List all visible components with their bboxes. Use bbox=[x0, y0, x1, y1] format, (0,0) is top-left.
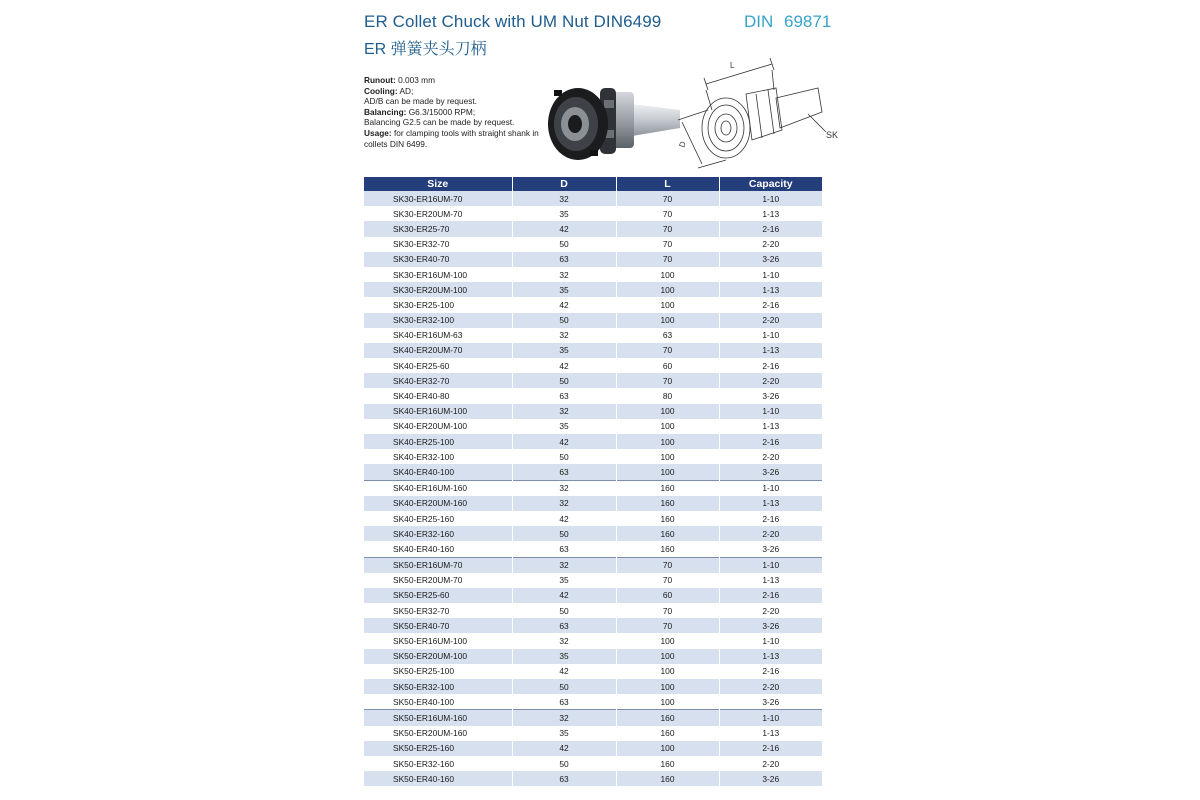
table-row bbox=[364, 526, 822, 541]
table-row bbox=[364, 343, 822, 358]
cell-diameter: 63 bbox=[512, 252, 616, 267]
cell-capacity: 3-26 bbox=[719, 618, 822, 633]
cell-length: 100 bbox=[616, 267, 719, 282]
cell-diameter: 32 bbox=[512, 404, 616, 419]
usage-label: Usage: bbox=[364, 127, 392, 138]
table-row bbox=[364, 328, 822, 343]
cell-capacity: 1-10 bbox=[719, 328, 822, 343]
cell-diameter: 42 bbox=[512, 741, 616, 756]
table-row bbox=[364, 573, 822, 588]
cell-capacity: 2-20 bbox=[719, 756, 822, 771]
table-row bbox=[364, 588, 822, 603]
table-row bbox=[364, 419, 822, 434]
cell-diameter: 50 bbox=[512, 313, 616, 328]
cell-size: SK40-ER16UM-160 bbox=[364, 480, 512, 496]
cell-length: 100 bbox=[616, 741, 719, 756]
table-row bbox=[364, 191, 822, 206]
table-row bbox=[364, 297, 822, 312]
table-row bbox=[364, 618, 822, 633]
cell-capacity: 2-16 bbox=[719, 434, 822, 449]
cell-diameter: 50 bbox=[512, 449, 616, 464]
cell-capacity: 3-26 bbox=[719, 541, 822, 557]
cell-length: 70 bbox=[616, 603, 719, 618]
column-header-capacity: Capacity bbox=[719, 177, 822, 191]
cell-size: SK40-ER20UM-160 bbox=[364, 496, 512, 511]
cell-capacity: 2-16 bbox=[719, 741, 822, 756]
cooling-line bbox=[364, 86, 564, 97]
cell-length: 100 bbox=[616, 449, 719, 464]
table-row bbox=[364, 313, 822, 328]
cell-length: 70 bbox=[616, 573, 719, 588]
cell-capacity: 1-13 bbox=[719, 496, 822, 511]
cell-capacity: 1-10 bbox=[719, 404, 822, 419]
cell-diameter: 63 bbox=[512, 388, 616, 403]
column-header-l: L bbox=[616, 177, 719, 191]
cell-diameter: 50 bbox=[512, 679, 616, 694]
table-row bbox=[364, 541, 822, 557]
cell-diameter: 42 bbox=[512, 221, 616, 236]
cell-size: SK40-ER40-160 bbox=[364, 541, 512, 557]
cell-size: SK50-ER20UM-160 bbox=[364, 726, 512, 741]
product-title: ER Collet Chuck with UM Nut DIN6499 bbox=[364, 12, 662, 31]
technical-drawing bbox=[668, 54, 844, 180]
cell-capacity: 3-26 bbox=[719, 464, 822, 480]
cell-capacity: 1-10 bbox=[719, 191, 822, 206]
cell-capacity: 1-10 bbox=[719, 557, 822, 573]
cell-diameter: 32 bbox=[512, 710, 616, 726]
cell-length: 100 bbox=[616, 633, 719, 648]
cell-length: 100 bbox=[616, 419, 719, 434]
cell-size: SK40-ER32-70 bbox=[364, 373, 512, 388]
table-row bbox=[364, 726, 822, 741]
table-row bbox=[364, 404, 822, 419]
balancing-note: Balancing G2.5 can be made by request. bbox=[364, 117, 515, 128]
cell-size: SK30-ER16UM-70 bbox=[364, 191, 512, 206]
cell-capacity: 3-26 bbox=[719, 771, 822, 786]
cell-capacity: 1-13 bbox=[719, 419, 822, 434]
cell-size: SK50-ER25-160 bbox=[364, 741, 512, 756]
cell-size: SK50-ER32-70 bbox=[364, 603, 512, 618]
cell-capacity: 2-20 bbox=[719, 679, 822, 694]
cell-capacity: 2-16 bbox=[719, 511, 822, 526]
cell-diameter: 35 bbox=[512, 649, 616, 664]
cell-size: SK40-ER25-100 bbox=[364, 434, 512, 449]
table-header-row bbox=[364, 177, 822, 191]
table-row bbox=[364, 388, 822, 403]
cell-length: 160 bbox=[616, 710, 719, 726]
cell-diameter: 50 bbox=[512, 526, 616, 541]
cell-diameter: 35 bbox=[512, 419, 616, 434]
cell-size: SK50-ER40-160 bbox=[364, 771, 512, 786]
cell-length: 100 bbox=[616, 664, 719, 679]
cell-diameter: 35 bbox=[512, 206, 616, 221]
cell-length: 100 bbox=[616, 694, 719, 710]
sk-callout: SK bbox=[826, 130, 839, 140]
runout-line bbox=[364, 75, 564, 86]
cell-length: 100 bbox=[616, 679, 719, 694]
cell-length: 100 bbox=[616, 404, 719, 419]
cell-size: SK50-ER25-60 bbox=[364, 588, 512, 603]
cell-diameter: 50 bbox=[512, 756, 616, 771]
cell-capacity: 2-20 bbox=[719, 526, 822, 541]
cell-size: SK40-ER25-60 bbox=[364, 358, 512, 373]
cell-size: SK30-ER16UM-100 bbox=[364, 267, 512, 282]
cell-diameter: 42 bbox=[512, 588, 616, 603]
cell-size: SK40-ER20UM-100 bbox=[364, 419, 512, 434]
balancing-label: Balancing: bbox=[364, 106, 407, 117]
cell-capacity: 1-10 bbox=[719, 480, 822, 496]
cell-length: 160 bbox=[616, 541, 719, 557]
cell-length: 100 bbox=[616, 464, 719, 480]
cell-diameter: 32 bbox=[512, 557, 616, 573]
cell-capacity: 1-13 bbox=[719, 206, 822, 221]
cell-length: 70 bbox=[616, 221, 719, 236]
cell-size: SK50-ER25-100 bbox=[364, 664, 512, 679]
cell-size: SK50-ER40-70 bbox=[364, 618, 512, 633]
cell-diameter: 63 bbox=[512, 541, 616, 557]
cell-capacity: 2-20 bbox=[719, 603, 822, 618]
cell-diameter: 63 bbox=[512, 694, 616, 710]
table-row bbox=[364, 206, 822, 221]
table-row bbox=[364, 252, 822, 267]
cell-size: SK50-ER20UM-100 bbox=[364, 649, 512, 664]
runout-label: Runout: bbox=[364, 75, 396, 85]
cell-length: 100 bbox=[616, 297, 719, 312]
cell-capacity: 3-26 bbox=[719, 252, 822, 267]
cell-length: 160 bbox=[616, 480, 719, 496]
runout-value: 0.003 mm bbox=[395, 75, 435, 85]
table-row bbox=[364, 603, 822, 618]
cell-length: 160 bbox=[616, 771, 719, 786]
cell-capacity: 1-13 bbox=[719, 282, 822, 297]
usage-value: for clamping tools with straight shank in collets DIN 6499. bbox=[364, 127, 539, 149]
cell-size: SK40-ER20UM-70 bbox=[364, 343, 512, 358]
cell-capacity: 2-16 bbox=[719, 358, 822, 373]
cell-capacity: 2-16 bbox=[719, 297, 822, 312]
cell-capacity: 2-16 bbox=[719, 221, 822, 236]
cell-diameter: 32 bbox=[512, 480, 616, 496]
cell-size: SK50-ER16UM-160 bbox=[364, 710, 512, 726]
cell-length: 100 bbox=[616, 649, 719, 664]
cell-diameter: 50 bbox=[512, 373, 616, 388]
dimension-d-label: D bbox=[677, 140, 688, 149]
standard-label: DIN 69871 bbox=[744, 12, 832, 31]
table-row bbox=[364, 434, 822, 449]
table-row bbox=[364, 267, 822, 282]
cell-capacity: 2-20 bbox=[719, 313, 822, 328]
table-row bbox=[364, 557, 822, 573]
cell-diameter: 32 bbox=[512, 267, 616, 282]
table-row bbox=[364, 633, 822, 648]
cell-diameter: 50 bbox=[512, 237, 616, 252]
cell-length: 70 bbox=[616, 206, 719, 221]
cell-size: SK30-ER20UM-70 bbox=[364, 206, 512, 221]
cell-diameter: 63 bbox=[512, 464, 616, 480]
cell-capacity: 1-13 bbox=[719, 726, 822, 741]
table-row bbox=[364, 221, 822, 236]
table-row bbox=[364, 756, 822, 771]
usage-line bbox=[364, 128, 564, 149]
table-row bbox=[364, 679, 822, 694]
cell-length: 100 bbox=[616, 282, 719, 297]
table-row bbox=[364, 664, 822, 679]
cell-length: 160 bbox=[616, 756, 719, 771]
cell-length: 60 bbox=[616, 358, 719, 373]
table-row bbox=[364, 496, 822, 511]
cell-capacity: 1-13 bbox=[719, 573, 822, 588]
cell-size: SK30-ER20UM-100 bbox=[364, 282, 512, 297]
cell-length: 160 bbox=[616, 496, 719, 511]
cell-size: SK30-ER25-70 bbox=[364, 221, 512, 236]
cooling-note: AD/B can be made by request. bbox=[364, 96, 477, 107]
cell-diameter: 42 bbox=[512, 434, 616, 449]
cell-size: SK30-ER40-70 bbox=[364, 252, 512, 267]
cell-diameter: 63 bbox=[512, 771, 616, 786]
cell-length: 70 bbox=[616, 343, 719, 358]
cell-size: SK30-ER32-70 bbox=[364, 237, 512, 252]
table-row bbox=[364, 358, 822, 373]
table-row bbox=[364, 449, 822, 464]
cell-size: SK50-ER20UM-70 bbox=[364, 573, 512, 588]
cell-length: 60 bbox=[616, 588, 719, 603]
cell-length: 70 bbox=[616, 252, 719, 267]
cell-capacity: 1-13 bbox=[719, 649, 822, 664]
cell-size: SK50-ER40-100 bbox=[364, 694, 512, 710]
cell-size: SK30-ER25-100 bbox=[364, 297, 512, 312]
cell-diameter: 32 bbox=[512, 496, 616, 511]
cell-diameter: 42 bbox=[512, 664, 616, 679]
cell-size: SK40-ER16UM-100 bbox=[364, 404, 512, 419]
cell-diameter: 32 bbox=[512, 328, 616, 343]
table-row bbox=[364, 464, 822, 480]
cell-length: 70 bbox=[616, 618, 719, 633]
cell-diameter: 32 bbox=[512, 191, 616, 206]
cell-length: 70 bbox=[616, 373, 719, 388]
cell-size: SK50-ER16UM-100 bbox=[364, 633, 512, 648]
cell-capacity: 3-26 bbox=[719, 694, 822, 710]
cell-length: 160 bbox=[616, 726, 719, 741]
cell-size: SK30-ER32-100 bbox=[364, 313, 512, 328]
size-table bbox=[364, 177, 822, 786]
cell-capacity: 1-10 bbox=[719, 710, 822, 726]
product-title-chinese: ER 弹簧夹头刀柄 bbox=[364, 41, 487, 58]
cell-capacity: 1-10 bbox=[719, 633, 822, 648]
cell-diameter: 50 bbox=[512, 603, 616, 618]
balancing-line bbox=[364, 107, 564, 118]
cell-capacity: 2-20 bbox=[719, 449, 822, 464]
column-header-size: Size bbox=[364, 177, 512, 191]
cell-length: 160 bbox=[616, 526, 719, 541]
cell-diameter: 35 bbox=[512, 343, 616, 358]
cell-size: SK40-ER40-100 bbox=[364, 464, 512, 480]
dimension-l-label: L bbox=[730, 61, 735, 70]
cell-capacity: 2-20 bbox=[719, 373, 822, 388]
table-row bbox=[364, 710, 822, 726]
cell-capacity: 1-10 bbox=[719, 267, 822, 282]
column-header-d: D bbox=[512, 177, 616, 191]
cell-diameter: 42 bbox=[512, 358, 616, 373]
cell-diameter: 32 bbox=[512, 633, 616, 648]
cell-capacity: 2-16 bbox=[719, 588, 822, 603]
cell-size: SK50-ER16UM-70 bbox=[364, 557, 512, 573]
cell-length: 80 bbox=[616, 388, 719, 403]
table-row bbox=[364, 649, 822, 664]
cell-length: 70 bbox=[616, 237, 719, 252]
table-row bbox=[364, 237, 822, 252]
cell-size: SK40-ER40-80 bbox=[364, 388, 512, 403]
cell-length: 160 bbox=[616, 511, 719, 526]
cell-size: SK40-ER25-160 bbox=[364, 511, 512, 526]
cell-length: 63 bbox=[616, 328, 719, 343]
cooling-value: AD; bbox=[397, 85, 414, 96]
cell-length: 100 bbox=[616, 313, 719, 328]
cell-diameter: 42 bbox=[512, 511, 616, 526]
cell-diameter: 35 bbox=[512, 726, 616, 741]
cell-length: 100 bbox=[616, 434, 719, 449]
cell-diameter: 35 bbox=[512, 282, 616, 297]
table-row bbox=[364, 511, 822, 526]
table-body bbox=[364, 191, 822, 786]
table-row bbox=[364, 373, 822, 388]
cell-capacity: 1-13 bbox=[719, 343, 822, 358]
cell-diameter: 35 bbox=[512, 573, 616, 588]
table-row bbox=[364, 480, 822, 496]
cell-size: SK40-ER32-100 bbox=[364, 449, 512, 464]
cell-capacity: 2-16 bbox=[719, 664, 822, 679]
cell-size: SK50-ER32-160 bbox=[364, 756, 512, 771]
cell-diameter: 63 bbox=[512, 618, 616, 633]
table-row bbox=[364, 771, 822, 786]
cell-capacity: 2-20 bbox=[719, 237, 822, 252]
cell-diameter: 42 bbox=[512, 297, 616, 312]
table-row bbox=[364, 282, 822, 297]
cell-capacity: 3-26 bbox=[719, 388, 822, 403]
table-row bbox=[364, 741, 822, 756]
cooling-label: Cooling: bbox=[364, 85, 398, 96]
table-row bbox=[364, 694, 822, 710]
cell-length: 70 bbox=[616, 191, 719, 206]
balancing-value: G6.3/15000 RPM; bbox=[406, 106, 476, 117]
cell-size: SK40-ER32-160 bbox=[364, 526, 512, 541]
cell-length: 70 bbox=[616, 557, 719, 573]
cell-size: SK50-ER32-100 bbox=[364, 679, 512, 694]
cell-size: SK40-ER16UM-63 bbox=[364, 328, 512, 343]
spec-notes bbox=[364, 75, 564, 149]
